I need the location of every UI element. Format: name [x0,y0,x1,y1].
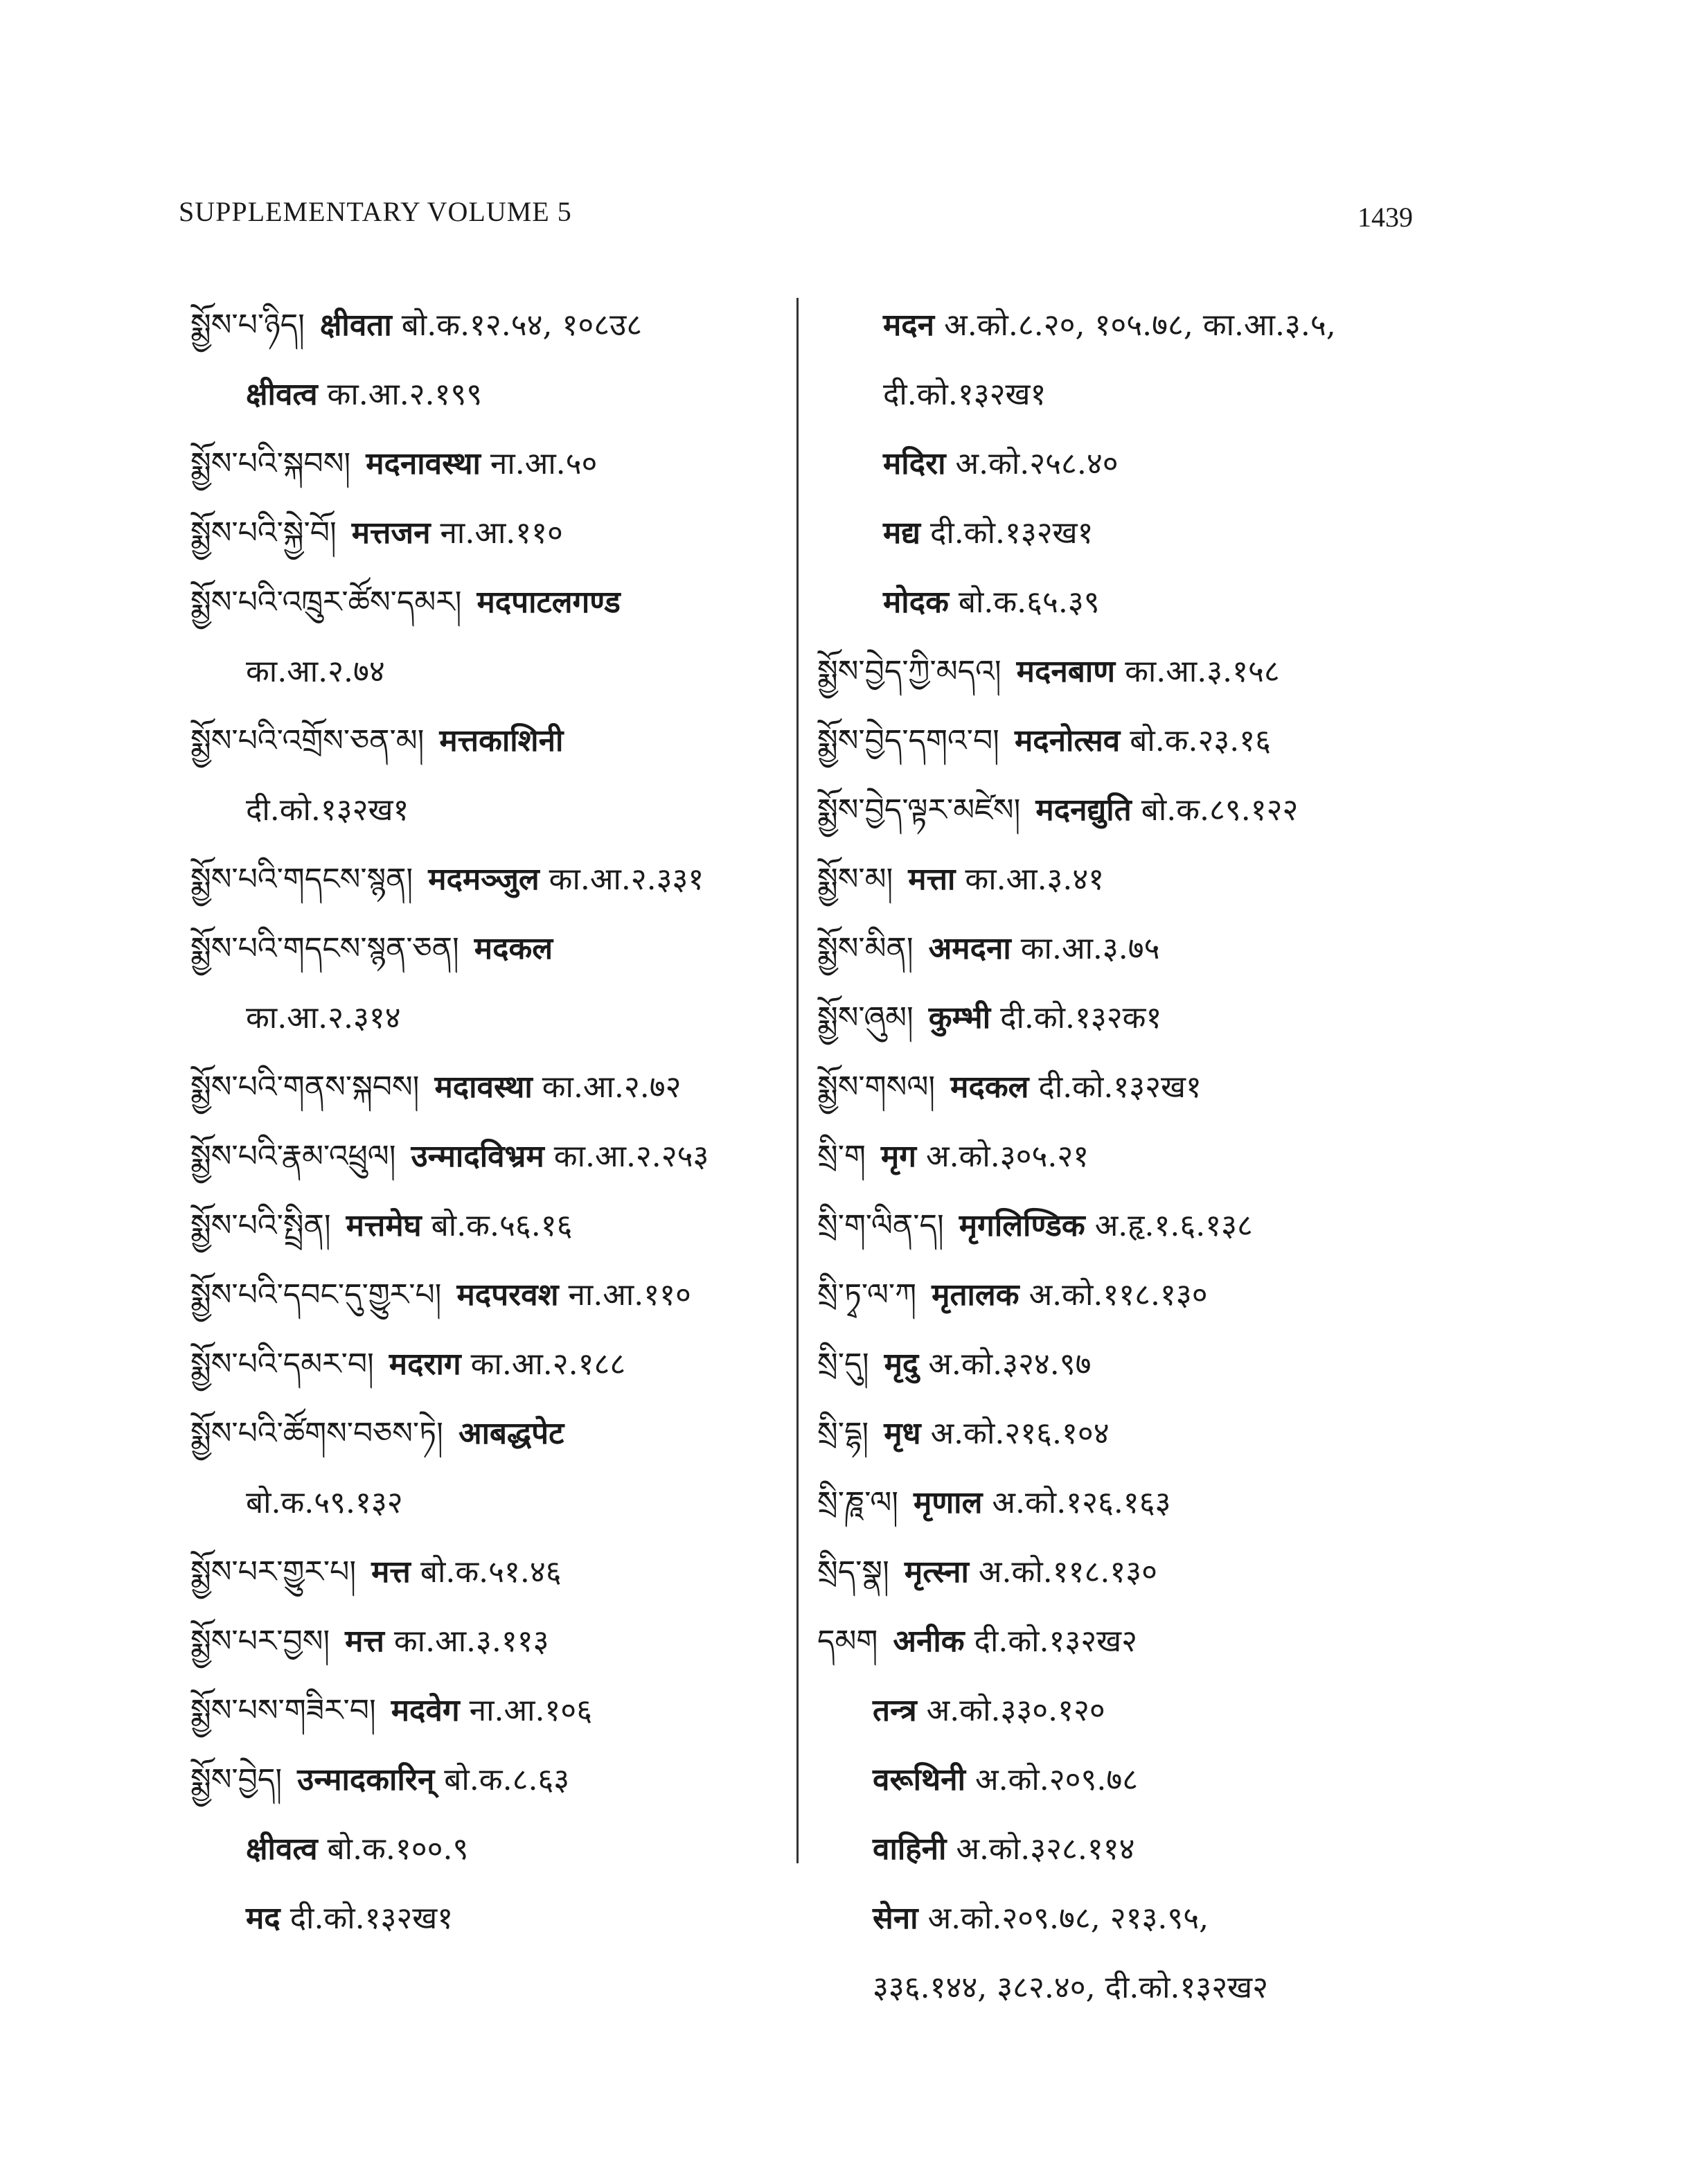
tibetan-headword: སྲི་ག [817,1139,866,1174]
source-reference: का.आ.२.२५३ [553,1139,709,1174]
dictionary-entry [190,1053,793,1122]
sanskrit-term: मृदु [884,1347,919,1382]
tibetan-headword: སྨྱོས་པའི་གནས་སྐབས། [190,1069,420,1105]
sanskrit-term: मृत्स्ना [904,1554,969,1590]
left-column [190,291,793,1953]
tibetan-headword: སྨྱོས་པའི་འཁྲུར་ཚོས་དམར། [190,585,462,620]
sanskrit-term: मदकल [474,931,553,966]
source-reference: का.आ.२.३१४ [246,1000,401,1036]
source-reference: बो.क.५१.४६ [420,1554,562,1590]
dictionary-entry [817,568,1510,637]
source-reference: का.आ.३.४१ [965,862,1105,897]
source-reference: बो.क.१२.५४, १०८उ८ [401,308,643,343]
sanskrit-term: अनीक [893,1624,965,1659]
source-reference: का.आ.३.११३ [393,1624,549,1659]
tibetan-headword: སྨྱོས་པའི་རྣམ་འཕྲུལ། [190,1139,396,1174]
sanskrit-term: मदपरवश [456,1277,559,1313]
source-reference: अ.को.११८.१३० [978,1554,1157,1590]
dictionary-entry [190,1330,793,1399]
tibetan-headword: སྨྱོས་པ་ཉིད། [190,308,305,343]
dictionary-entry [817,360,1510,429]
dictionary-entry [190,1468,793,1538]
dictionary-entry [817,1884,1510,1953]
source-reference: अ.को.८.२०, १०५.७८, का.आ.३.५, [944,308,1336,343]
source-reference: ना.आ.११० [440,515,563,551]
source-reference: अ.को.२१६.१०४ [930,1416,1110,1451]
sanskrit-term: मदमञ्जुल [428,862,540,897]
page-number: 1439 [1357,202,1413,233]
tibetan-headword: སྨྱོས་ཞུམ། [817,1000,914,1036]
tibetan-headword: སྨྱོས་པའི་ཚོགས་བཅས་ཏེ། [190,1416,443,1451]
sanskrit-term: उन्मादविभ्रम [411,1139,544,1174]
sanskrit-term: मदराग [389,1347,461,1382]
source-reference: अ.को.३२४.९७ [928,1347,1092,1382]
sanskrit-term: मदवेग [391,1693,460,1728]
sanskrit-term: मत्ता [908,862,956,897]
source-reference: ना.आ.५० [490,446,598,481]
dictionary-entry [817,291,1510,360]
source-reference: का.आ.२.७२ [542,1069,682,1105]
dictionary-entry [817,1261,1510,1330]
tibetan-headword: སྨྱོས་པར་གྱུར་པ། [190,1554,357,1590]
source-reference: दी.को.१३२ख१ [883,377,1047,412]
sanskrit-term: मदनद्युति [1035,792,1132,828]
dictionary-entry [190,845,793,914]
source-reference: बो.क.१००.९ [327,1831,469,1867]
source-reference: दी.को.१३२क१ [1000,1000,1162,1036]
tibetan-headword: སྲི་དྷ། [817,1416,869,1451]
tibetan-headword: སྨྱོས་པའི་དབང་དུ་གྱུར་པ། [190,1277,442,1313]
dictionary-entry [190,637,793,707]
tibetan-headword: སྲི་ག་ལིན་ད། [817,1208,944,1243]
sanskrit-term: मदपाटलगण्ड [477,585,621,620]
source-reference: अ.को.२०९.७८, २१३.९५, [927,1901,1209,1936]
sanskrit-term: आबद्धपेट [458,1416,564,1451]
sanskrit-term: तन्त्र [873,1693,917,1728]
source-reference: अ.को.३३०.१२० [926,1693,1105,1728]
dictionary-entry [817,1053,1510,1122]
source-reference: अ.हृ.१.६.१३८ [1094,1208,1253,1243]
dictionary-entry [817,1399,1510,1468]
sanskrit-term: मृगलिण्डिक [959,1208,1085,1243]
dictionary-entry [817,776,1510,845]
dictionary-entry [190,1884,793,1953]
source-reference: ना.आ.११० [568,1277,691,1313]
dictionary-entry [817,1122,1510,1191]
source-reference: दी.को.१३२ख२ [974,1624,1138,1659]
source-reference: ना.आ.१०६ [469,1693,593,1728]
dictionary-entry [817,845,1510,914]
dictionary-entry [190,1538,793,1607]
sanskrit-term: कुम्भी [928,1000,991,1036]
sanskrit-term: मृग [880,1139,917,1174]
tibetan-headword: སྨྱོས་བྱེད་དགའ་བ། [817,723,999,758]
tibetan-headword: སྨྱོས་བྱེད་ཀྱི་མདའ། [817,654,1001,689]
dictionary-entry [190,914,793,984]
source-reference: अ.को.२५८.४० [955,446,1119,481]
dictionary-entry [190,429,793,499]
sanskrit-term: क्षीवत्व [246,1831,318,1867]
sanskrit-term: सेना [873,1901,918,1936]
dictionary-entry [190,1261,793,1330]
tibetan-headword: སྨྱོས་མ། [817,862,893,897]
dictionary-entry [190,1815,793,1884]
source-reference: बो.क.५९.१३२ [246,1485,403,1520]
sanskrit-term: वाहिनी [873,1831,947,1867]
dictionary-entry [190,1746,793,1815]
sanskrit-term: मृतालक [932,1277,1019,1313]
dictionary-entry [190,291,793,360]
right-column [817,291,1510,2023]
tibetan-headword: སྲིད་སྣ། [817,1554,889,1590]
dictionary-entry [190,568,793,637]
source-reference: बो.क.२३.१६ [1130,723,1272,758]
sanskrit-term: मृणाल [914,1485,983,1520]
dictionary-entry [190,984,793,1053]
source-reference: दी.को.१३२ख१ [246,792,409,828]
sanskrit-term: मदकल [950,1069,1029,1105]
tibetan-headword: སྨྱོས་བྱེད། [190,1762,283,1797]
tibetan-headword: སྨྱོས་པས་གཟིར་བ། [190,1693,376,1728]
tibetan-headword: སྨྱོས་པར་བྱས། [190,1624,330,1659]
sanskrit-term: क्षीवता [319,308,392,343]
source-reference: का.आ.२.१८८ [470,1347,626,1382]
source-reference: अ.को.३०५.२१ [926,1139,1089,1174]
sanskrit-term: मत्तजन [351,515,431,551]
tibetan-headword: སྨྱོས་པའི་འགྲོས་ཅན་མ། [190,723,425,758]
dictionary-entry [190,1676,793,1746]
source-reference: अ.को.१२६.१६३ [992,1485,1171,1520]
tibetan-headword: སྨྱོས་པའི་སྐབས། [190,446,351,481]
dictionary-entry [817,984,1510,1053]
tibetan-headword: དམག [817,1624,878,1659]
dictionary-entry [817,914,1510,984]
dictionary-entry [190,1191,793,1261]
dictionary-entry [817,707,1510,776]
sanskrit-term: मदनोत्सव [1014,723,1121,758]
sanskrit-term: मदिरा [883,446,946,481]
dictionary-entry [817,637,1510,707]
source-reference: का.आ.२.३३१ [549,862,704,897]
sanskrit-term: अमदना [928,931,1011,966]
sanskrit-term: मदनावस्था [366,446,481,481]
tibetan-headword: སྨྱོས་པའི་གདངས་སྙན། [190,862,413,897]
source-reference: दी.को.१३२ख१ [1038,1069,1202,1105]
source-reference: बो.क.६५.३९ [958,585,1100,620]
dictionary-entry [817,1746,1510,1815]
dictionary-entry [817,1191,1510,1261]
dictionary-entry [817,1953,1510,2023]
sanskrit-term: क्षीवत्व [246,377,318,412]
tibetan-headword: སྨྱོས་མིན། [817,931,914,966]
sanskrit-term: उन्मादकारिन् [297,1762,435,1797]
column-divider [796,298,799,1863]
dictionary-entry [817,429,1510,499]
tibetan-headword: སྨྱོས་པའི་གདངས་སྙན་ཅན། [190,931,459,966]
dictionary-entry [817,1676,1510,1746]
source-reference: अ.को.३२८.११४ [956,1831,1135,1867]
source-reference: अ.को.२०९.७८ [974,1762,1139,1797]
dictionary-entry [190,1607,793,1676]
sanskrit-term: मद [246,1901,280,1936]
dictionary-entry [190,776,793,845]
source-reference: बो.क.५६.१६ [431,1208,573,1243]
dictionary-entry [817,1330,1510,1399]
sanskrit-term: मत्तकाशिनी [439,723,564,758]
source-reference: का.आ.३.१५८ [1125,654,1280,689]
dictionary-entry [817,1607,1510,1676]
dictionary-entry [817,1815,1510,1884]
source-reference: का.आ.२.१९९ [327,377,483,412]
sanskrit-term: मदनबाण [1016,654,1116,689]
source-reference: का.आ.३.७५ [1020,931,1160,966]
sanskrit-term: मत्तमेघ [346,1208,422,1243]
sanskrit-term: वरूथिनी [873,1762,965,1797]
source-reference: दी.को.१३२ख१ [290,1901,454,1936]
sanskrit-term: मदावस्था [434,1069,533,1105]
dictionary-entry [190,499,793,568]
dictionary-entry [190,1122,793,1191]
sanskrit-term: मोदक [883,585,949,620]
sanskrit-term: मत्त [371,1554,411,1590]
source-reference: का.आ.२.७४ [246,654,385,689]
tibetan-headword: སྨྱོས་བྱེད་ལྟར་མཛེས། [817,792,1021,828]
source-reference: अ.को.११८.१३० [1028,1277,1208,1313]
sanskrit-term: मद्य [883,515,921,551]
tibetan-headword: སྨྱོས་པའི་སྤྲིན། [190,1208,331,1243]
sanskrit-term: मत्त [345,1624,384,1659]
dictionary-entry [817,1538,1510,1607]
dictionary-entry [190,360,793,429]
source-reference: ३३६.१४४, ३८२.४०, दी.को.१३२ख२ [873,1970,1269,2005]
source-reference: बो.क.८.६३ [444,1762,570,1797]
tibetan-headword: སྨྱོས་གསལ། [817,1069,936,1105]
tibetan-headword: སྨྱོས་པའི་སྐྱེ་བོ། [190,515,337,551]
source-reference: दी.को.१३२ख१ [930,515,1094,551]
source-reference: बो.क.८९.१२२ [1141,792,1299,828]
tibetan-headword: སྲི་ཎཱ་ལ། [817,1485,899,1520]
tibetan-headword: སྲི་ཏྭ་ལ་ཀ [817,1277,917,1313]
tibetan-headword: སྨྱོས་པའི་དམར་བ། [190,1347,374,1382]
tibetan-headword: སྲི་དུ། [817,1347,869,1382]
dictionary-entry [190,1399,793,1468]
sanskrit-term: मृध [884,1416,921,1451]
dictionary-entry [190,707,793,776]
dictionary-entry [817,1468,1510,1538]
dictionary-entry [817,499,1510,568]
running-head: SUPPLEMENTARY VOLUME 5 [179,196,572,227]
sanskrit-term: मदन [883,308,935,343]
